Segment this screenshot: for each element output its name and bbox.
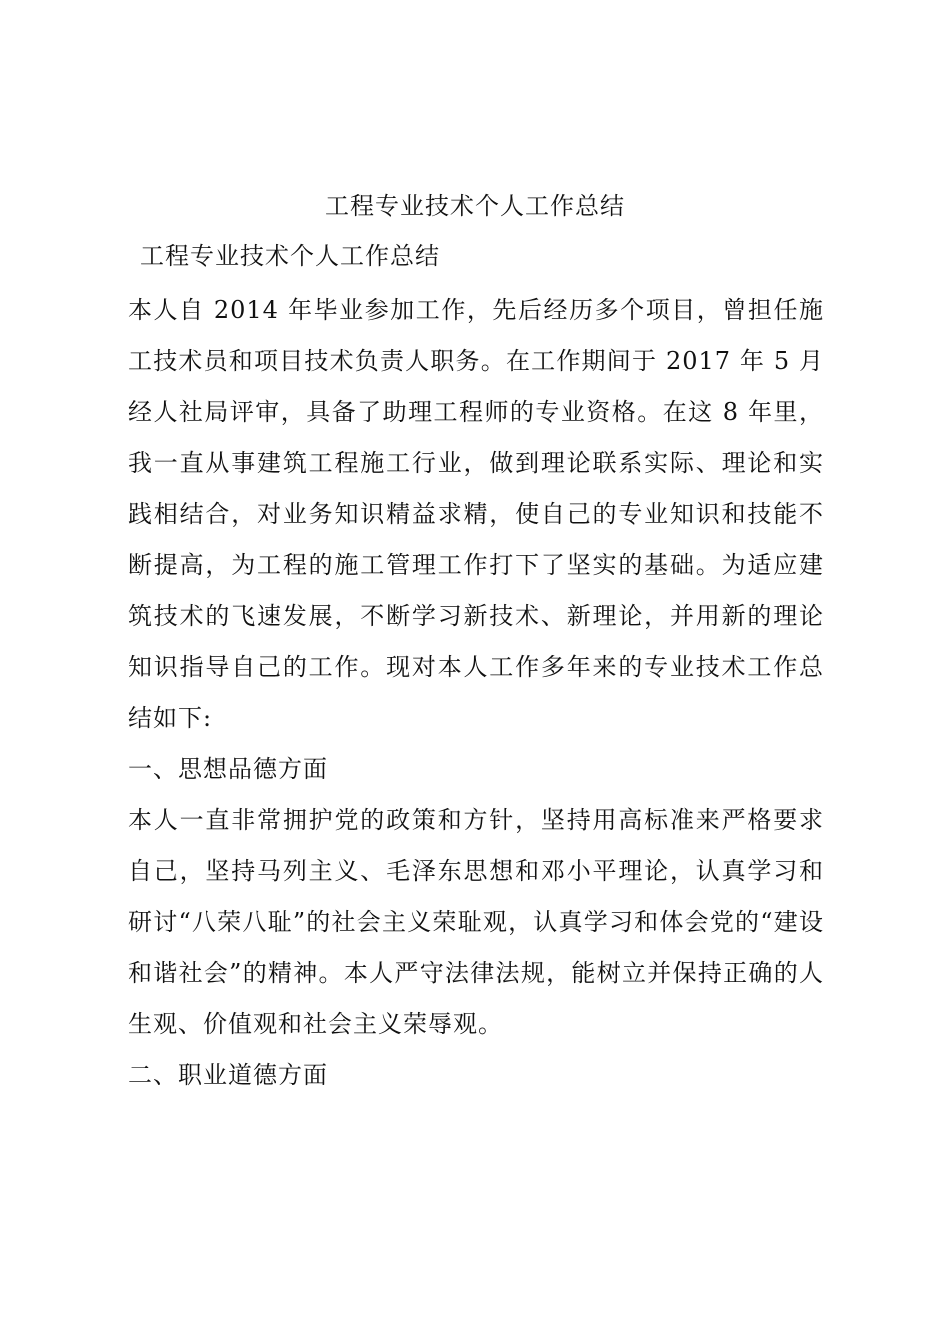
- paragraph-intro: 本人自 2014 年毕业参加工作，先后经历多个项目，曾担任施工技术员和项目技术负责人职务。在工作期间于 2017 年 5 月经人社局评审，具备了助理工程师的专业资格。在这 8 年里，我一直从事建筑工程施工行业，做到理论联系实际、理论和实践相结合，对业务知识精益求精，使自己的专业知识和技能不断提高，为工程的施工管理工作打下了坚实的基础。为适应建筑技术的飞速发展，不断学习新技术、新理论，并用新的理论知识指导自己的工作。现对本人工作多年来的专业技术工作总结如下:: [128, 296, 824, 732]
- document-subtitle: 工程专业技术个人工作总结: [140, 242, 440, 270]
- section-heading-ethics: 二、职业道德方面: [128, 1061, 328, 1089]
- document-body: [128, 285, 824, 1101]
- section-heading-ideology: 一、思想品德方面: [128, 755, 328, 783]
- paragraph-ideology: 本人一直非常拥护党的政策和方针，坚持用高标准来严格要求自己，坚持马列主义、毛泽东思想和邓小平理论，认真学习和研讨“八荣八耻”的社会主义荣耻观，认真学习和体会党的“建设和谐社会”的精神。本人严守法律法规，能树立并保持正确的人生观、价值观和社会主义荣辱观。: [128, 806, 824, 1038]
- document-title: 工程专业技术个人工作总结: [325, 192, 625, 220]
